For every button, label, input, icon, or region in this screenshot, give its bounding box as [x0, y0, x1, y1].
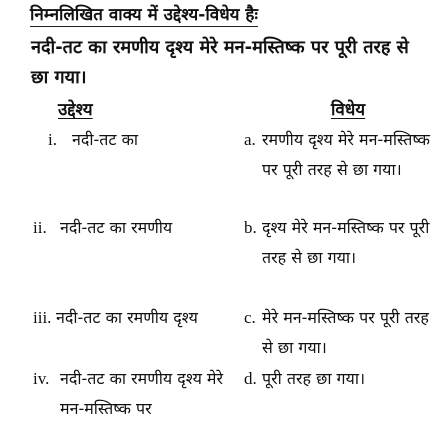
predicate-text: रमणीय दृश्य मेरे मन-मस्तिष्क पर पूरी तरह से छा गया।	[262, 130, 430, 179]
row-letter: d.	[244, 369, 257, 388]
row-letter: b.	[244, 218, 257, 237]
subject-column-header: उद्देश्य	[58, 100, 93, 120]
row-letter: a.	[244, 130, 256, 149]
subject-text: नदी-तट का रमणीय	[60, 218, 173, 237]
subject-text: नदी-तट का रमणीय दृश्य मेरे मन-मस्तिष्क पर	[60, 369, 224, 418]
row-letter: c.	[244, 308, 256, 327]
row-number: i.	[48, 130, 57, 149]
subject-text: नदी-तट का रमणीय दृश्य	[56, 308, 198, 327]
predicate-text: पूरी तरह छा गया।	[262, 369, 366, 388]
example-sentence: नदी-तट का रमणीय दृश्य मेरे मन-मस्तिष्क पर पूरी तरह से छा गया।	[31, 37, 409, 88]
predicate-text: मेरे मन-मस्तिष्क पर पूरी तरह से छा गया।	[262, 308, 429, 357]
row-number: iv.	[33, 369, 50, 388]
row-number: ii.	[33, 218, 47, 237]
predicate-text: दृश्य मेरे मन-मस्तिष्क पर पूरी तरह से छा गया।	[262, 218, 430, 267]
predicate-column-header: विधेय	[331, 100, 366, 120]
heading: निम्नलिखित वाक्य में उद्देश्य-विधेय हैः	[30, 2, 258, 27]
row-number: iii.	[33, 308, 52, 327]
subject-text: नदी-तट का	[72, 130, 138, 149]
